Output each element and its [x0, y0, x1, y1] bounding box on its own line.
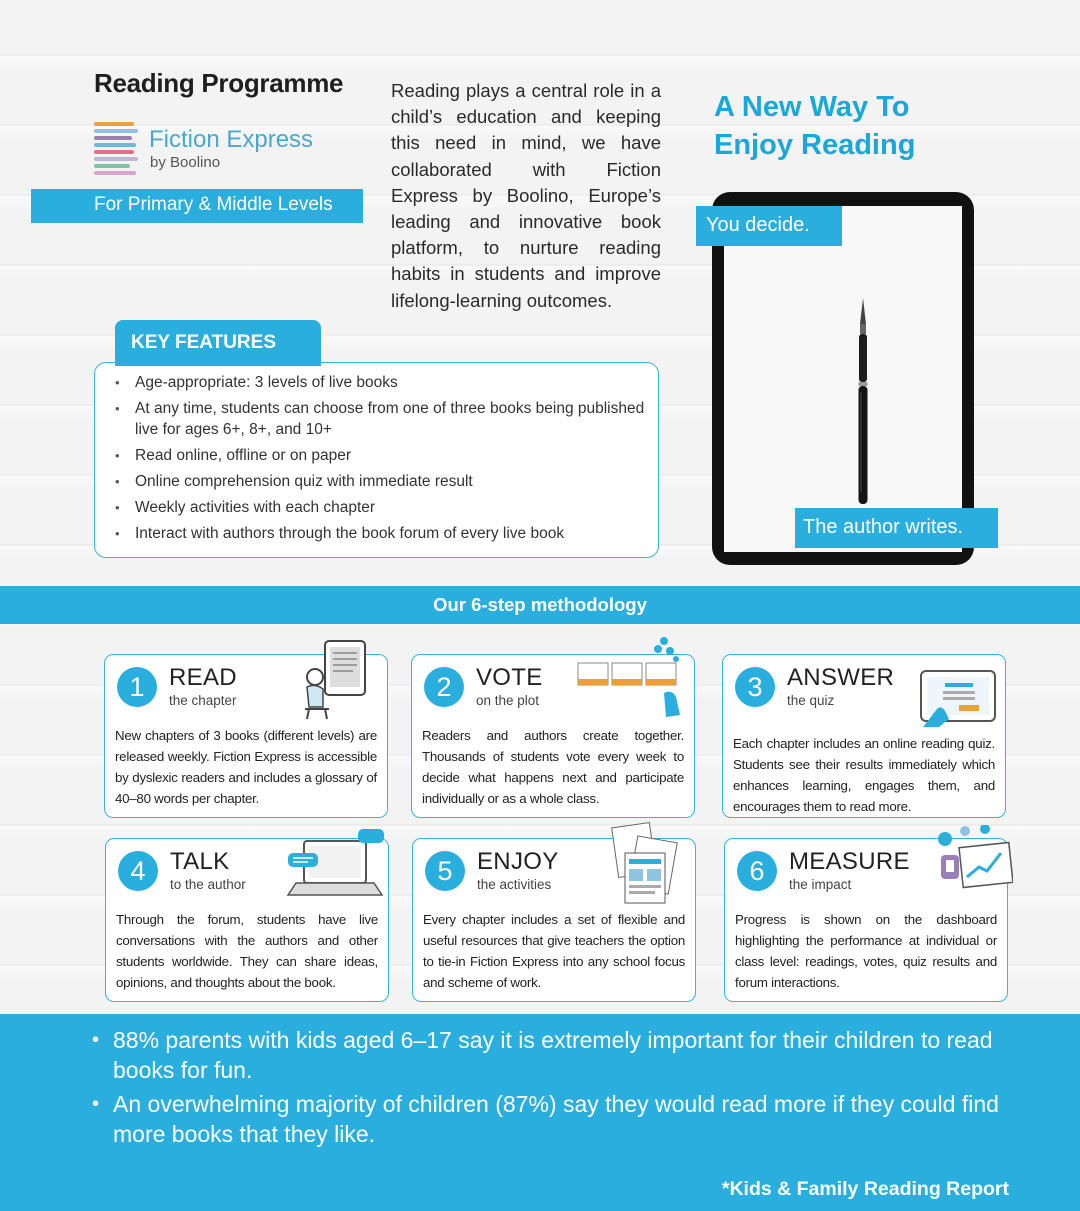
logo-name: Fiction Express: [149, 126, 314, 153]
step-subtitle: the quiz: [787, 693, 835, 708]
statistic-item: • 88% parents with kids aged 6–17 say it is extremely important for their children to read books for fun.: [92, 1026, 1022, 1085]
key-feature-item: • Age-appropriate: 3 levels of live books: [113, 373, 658, 394]
step-description: Each chapter includes an online reading quiz. Students see their results immediately which enhances learning, engages them, and encourages them to read more.: [733, 736, 995, 814]
step-description: Readers and authors create together. Thousands of students vote every week to decide what happens next and participate individually or as a whole class.: [422, 728, 684, 806]
step-number: 4: [118, 851, 158, 891]
step-number: 3: [735, 667, 775, 707]
step-number: 1: [117, 667, 157, 707]
key-feature-item: • At any time, students can choose from one of three books being published live for ages 6+, 8+, and 10+: [113, 399, 658, 440]
headline-line-2: Enjoy Reading: [714, 129, 916, 161]
step-subtitle: to the author: [170, 877, 246, 892]
reader-at-tablet-icon: [295, 637, 379, 721]
step-title: ENJOY: [477, 848, 559, 875]
logo-subtitle: by Boolino: [150, 154, 221, 171]
key-feature-item: • Interact with authors through the book forum of every live book: [113, 524, 658, 545]
step-subtitle: the chapter: [169, 693, 237, 708]
step-title: READ: [169, 664, 237, 691]
step-subtitle: on the plot: [476, 693, 540, 708]
step-card-read: [104, 654, 388, 818]
step-number: 2: [424, 667, 464, 707]
activity-sheets-icon: [607, 821, 687, 907]
tablet-screen: [724, 206, 962, 552]
step-title: VOTE: [476, 664, 543, 691]
intro-paragraph: Reading plays a central role in a child’s education and keeping this need in mind, we have collaborated with Fiction Express by Boolino, Europe’s leading and innovative book platform, to nurture reading habits in students and improve lifelong-learning outcomes.: [391, 80, 661, 311]
step-card-vote: [411, 654, 695, 818]
headline: [714, 88, 974, 164]
step-subtitle: the activities: [477, 877, 552, 892]
step-card-talk: [105, 838, 389, 1002]
analytics-chart-icon: [933, 825, 1013, 897]
fountain-pen-icon: [857, 298, 869, 510]
step-card-enjoy: [412, 838, 696, 1002]
step-description: New chapters of 3 books (different levels) are released weekly. Fiction Express is accessible by dyslexic readers and includes a glossary of 40–80 words per chapter.: [115, 728, 377, 806]
step-card-answer: [722, 654, 1006, 818]
source-citation: *Kids & Family Reading Report: [721, 1178, 1009, 1200]
step-description: Every chapter includes a set of flexible and useful resources that give teachers the option to tie-in Fiction Express into any school focus and scheme of work.: [423, 912, 685, 990]
step-number: 6: [737, 851, 777, 891]
key-features-list: [113, 373, 658, 544]
step-description: Through the forum, students have live conversations with the authors and other students worldwide. They can share ideas, opinions, and thoughts about the book.: [116, 912, 378, 990]
key-feature-item: • Weekly activities with each chapter: [113, 498, 658, 519]
key-feature-item: • Online comprehension quiz with immediate result: [113, 472, 658, 493]
step-description: Progress is shown on the dashboard highlighting the performance at individual or class level: readings, votes, quiz results and forum interactions.: [735, 912, 997, 990]
statistics-list: [92, 1026, 1022, 1154]
headline-line-1: A New Way To: [714, 91, 910, 123]
key-feature-item: • Read online, offline or on paper: [113, 446, 658, 467]
methodology-heading: Our 6-step methodology: [0, 586, 1080, 624]
statistic-item: • An overwhelming majority of children (87%) say they would read more if they could find more books that they like.: [92, 1090, 1022, 1149]
key-features-heading: KEY FEATURES: [115, 320, 321, 366]
step-card-measure: [724, 838, 1008, 1002]
step-number: 5: [425, 851, 465, 891]
step-subtitle: the impact: [789, 877, 852, 892]
book-stack-icon: [94, 122, 138, 178]
statistics-band: [0, 1014, 1080, 1211]
you-decide-label: You decide.: [696, 206, 842, 246]
levels-banner: For Primary & Middle Levels: [31, 189, 363, 223]
page-title: Reading Programme: [94, 68, 344, 98]
step-title: ANSWER: [787, 664, 895, 691]
key-features-box: [94, 362, 659, 558]
vote-options-icon: [574, 633, 688, 719]
author-writes-label: The author writes.: [795, 508, 998, 548]
fiction-express-logo: [94, 122, 354, 180]
laptop-chat-icon: [284, 827, 388, 899]
step-title: MEASURE: [789, 848, 910, 875]
step-title: TALK: [170, 848, 230, 875]
quiz-screen-icon: [919, 669, 999, 729]
